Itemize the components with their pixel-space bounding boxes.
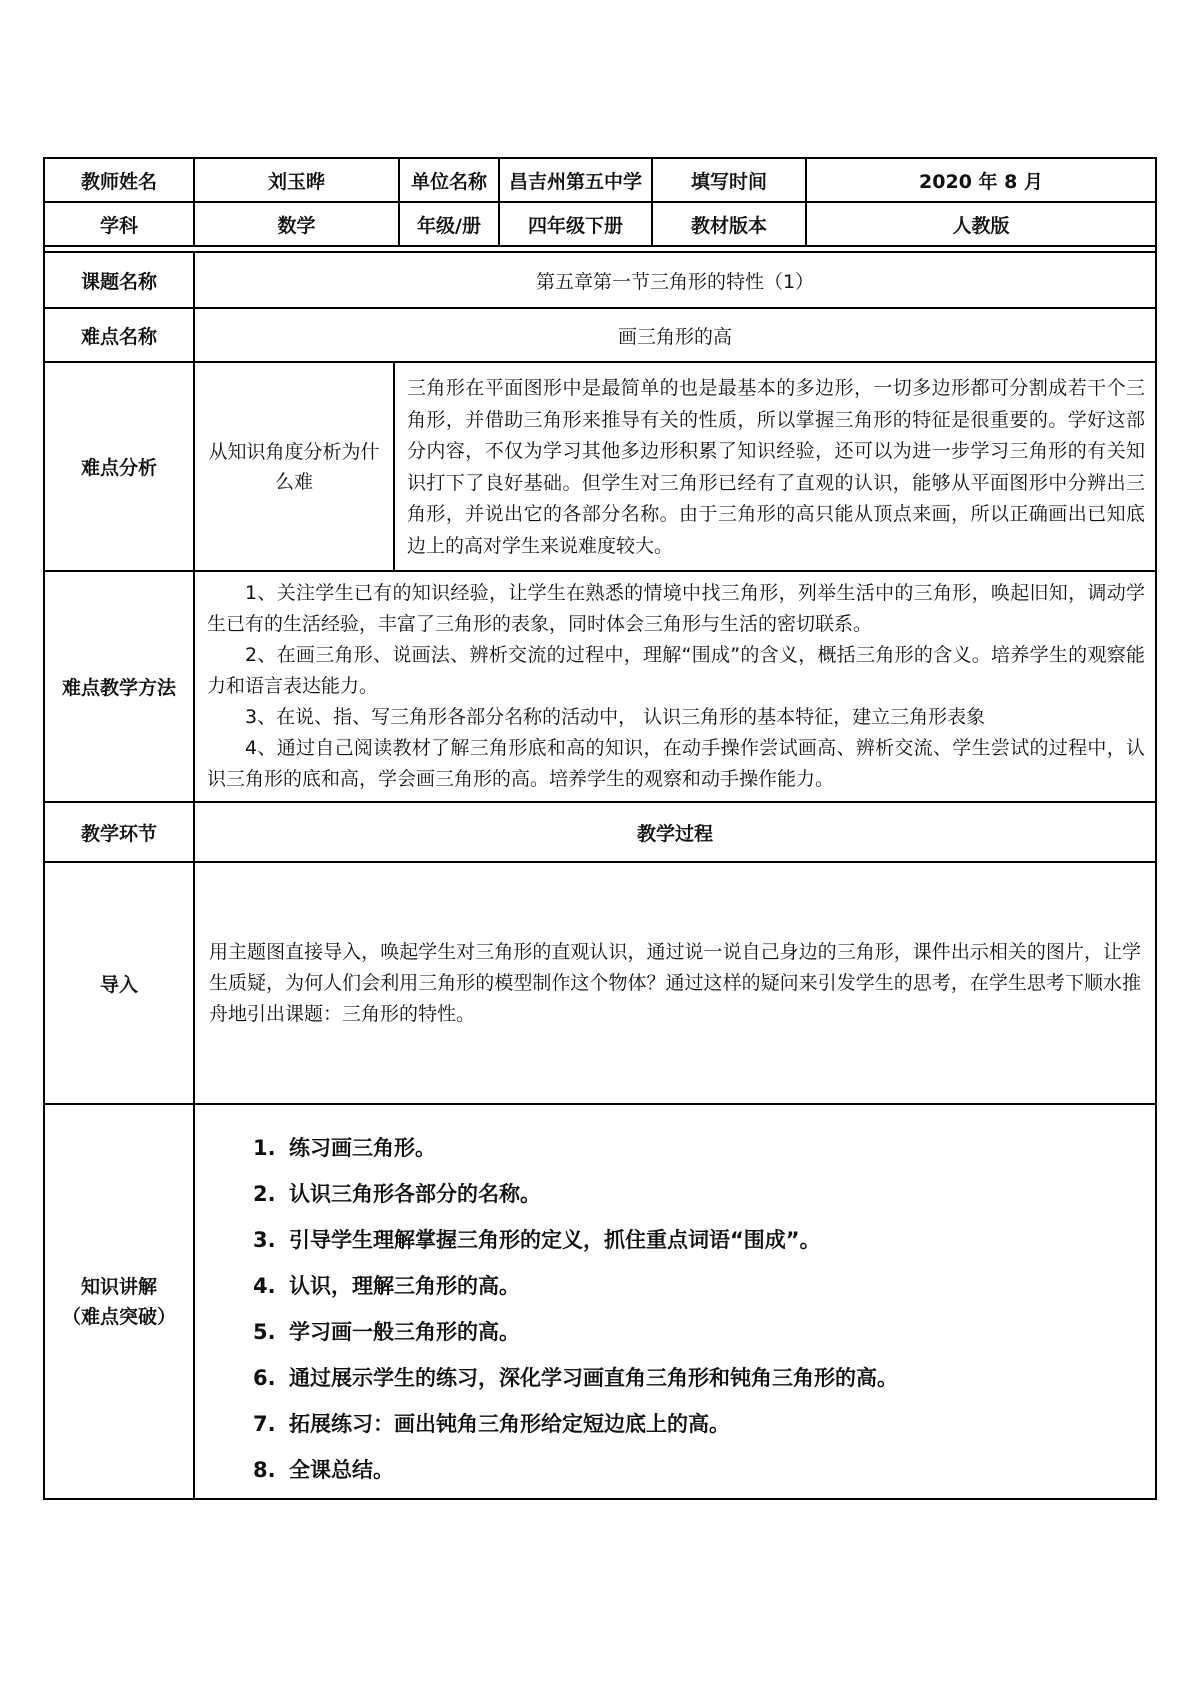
intro-row bbox=[44, 862, 1156, 1104]
knowledge-steps-list bbox=[195, 1105, 1155, 1493]
step-number: 4. bbox=[253, 1274, 276, 1298]
step-text: 通过展示学生的练习，深化学习画直角三角形和钝角三角形的高。 bbox=[289, 1366, 898, 1390]
subject-value: 数学 bbox=[194, 202, 399, 246]
lesson-plan-sheet bbox=[43, 157, 1155, 1500]
analysis-text: 三角形在平面图形中是最简单的也是最基本的多边形，一切多边形都可分割成若干个三角形，并借助三角形来推导有关的性质，所以掌握三角形的特征是很重要的。学好这部分内容，不仅为学习其他多边形积累了知识经验，还可以为进一步学习三角形的有关知识打下了良好基础。但学生对三角形已经有了直观的认识，能够从平面图形中分辨出三角形，并说出它的各部分名称。由于三角形的高只能从顶点来画，所以正确画出已知底边上的高对学生来说难度较大。 bbox=[407, 377, 1146, 557]
method-paragraph-3: 3、在说、指、写三角形各部分名称的活动中， 认识三角形的基本特征，建立三角形表象 bbox=[245, 706, 986, 728]
step-text: 拓展练习：画出钝角三角形给定短边底上的高。 bbox=[289, 1412, 730, 1436]
method-paragraph-2: 2、在画三角形、说画法、辨析交流的过程中，理解“围成”的含义，概括三角形的含义。培养学生的观察能力和语言表达能力。 bbox=[207, 644, 1146, 697]
knowledge-step bbox=[253, 1401, 1155, 1447]
step-number: 3. bbox=[253, 1228, 276, 1252]
difficulty-value: 画三角形的高 bbox=[194, 308, 1156, 362]
method-label: 难点教学方法 bbox=[44, 571, 194, 802]
knowledge-label-line-2: （难点突破） bbox=[61, 1305, 176, 1328]
method-paragraph-1: 1、关注学生已有的知识经验，让学生在熟悉的情境中找三角形，列举生活中的三角形，唤起旧知，调动学生已有的生活经验，丰富了三角形的表象，同时体会三角形与生活的密切联系。 bbox=[207, 582, 1146, 635]
knowledge-step bbox=[253, 1171, 1155, 1217]
knowledge-label-line-1: 知识讲解 bbox=[80, 1275, 157, 1298]
edition-value: 人教版 bbox=[806, 202, 1156, 246]
topic-label: 课题名称 bbox=[44, 252, 194, 308]
method-row bbox=[44, 571, 1156, 802]
analysis-label: 难点分析 bbox=[44, 362, 194, 571]
step-text: 引导学生理解掌握三角形的定义，抓住重点词语“围成”。 bbox=[289, 1228, 821, 1252]
knowledge-label bbox=[44, 1104, 194, 1499]
header-row-1 bbox=[44, 158, 1156, 202]
header-row-2 bbox=[44, 202, 1156, 246]
method-text bbox=[195, 572, 1155, 801]
difficulty-row bbox=[44, 308, 1156, 362]
process-header-row bbox=[44, 802, 1156, 862]
analysis-text-cell bbox=[394, 362, 1156, 571]
step-text: 全课总结。 bbox=[289, 1458, 394, 1482]
process-stage-label: 教学环节 bbox=[44, 802, 194, 862]
unit-name-label: 单位名称 bbox=[399, 158, 499, 202]
fill-time-value: 2020 年 8 月 bbox=[806, 158, 1156, 202]
step-number: 6. bbox=[253, 1366, 276, 1390]
grade-label: 年级/册 bbox=[399, 202, 499, 246]
knowledge-step bbox=[253, 1217, 1155, 1263]
process-content-label: 教学过程 bbox=[194, 802, 1156, 862]
lesson-plan-table bbox=[43, 157, 1157, 1500]
difficulty-label: 难点名称 bbox=[44, 308, 194, 362]
knowledge-step bbox=[253, 1447, 1155, 1493]
step-number: 1. bbox=[253, 1136, 276, 1160]
knowledge-step bbox=[253, 1309, 1155, 1355]
knowledge-row bbox=[44, 1104, 1156, 1499]
step-text: 学习画一般三角形的高。 bbox=[289, 1320, 520, 1344]
step-number: 7. bbox=[253, 1412, 276, 1436]
teacher-name-value: 刘玉晔 bbox=[194, 158, 399, 202]
step-text: 认识三角形各部分的名称。 bbox=[289, 1182, 541, 1206]
teacher-name-label: 教师姓名 bbox=[44, 158, 194, 202]
fill-time-label: 填写时间 bbox=[652, 158, 806, 202]
edition-label: 教材版本 bbox=[652, 202, 806, 246]
unit-name-value: 昌吉州第五中学 bbox=[499, 158, 652, 202]
topic-value: 第五章第一节三角形的特性（1） bbox=[194, 252, 1156, 308]
knowledge-step bbox=[253, 1263, 1155, 1309]
method-text-cell bbox=[194, 571, 1156, 802]
knowledge-step bbox=[253, 1125, 1155, 1171]
intro-text-cell bbox=[194, 862, 1156, 1104]
step-number: 5. bbox=[253, 1320, 276, 1344]
method-paragraph-4: 4、通过自己阅读教材了解三角形底和高的知识，在动手操作尝试画高、辨析交流、学生尝试的过程中，认识三角形的底和高，学会画三角形的高。培养学生的观察和动手操作能力。 bbox=[207, 737, 1146, 790]
topic-row bbox=[44, 252, 1156, 308]
subject-label: 学科 bbox=[44, 202, 194, 246]
analysis-row bbox=[44, 362, 1156, 571]
grade-value: 四年级下册 bbox=[499, 202, 652, 246]
step-number: 8. bbox=[253, 1458, 276, 1482]
analysis-sub-label bbox=[194, 362, 394, 571]
knowledge-steps-cell bbox=[194, 1104, 1156, 1499]
step-text: 认识，理解三角形的高。 bbox=[289, 1274, 520, 1298]
intro-text: 用主题图直接导入，唤起学生对三角形的直观认识，通过说一说自己身边的三角形，课件出示相关的图片，让学生质疑，为何人们会利用三角形的模型制作这个物体？通过这样的疑问来引发学生的思考，在学生思考下顺水推舟地引出课题：三角形的特性。 bbox=[209, 940, 1142, 1025]
step-text: 练习画三角形。 bbox=[289, 1136, 436, 1160]
knowledge-step bbox=[253, 1355, 1155, 1401]
intro-label: 导入 bbox=[44, 862, 194, 1104]
step-number: 2. bbox=[253, 1182, 276, 1206]
analysis-sub-label-text: 从知识角度分析为什么难 bbox=[208, 440, 380, 493]
